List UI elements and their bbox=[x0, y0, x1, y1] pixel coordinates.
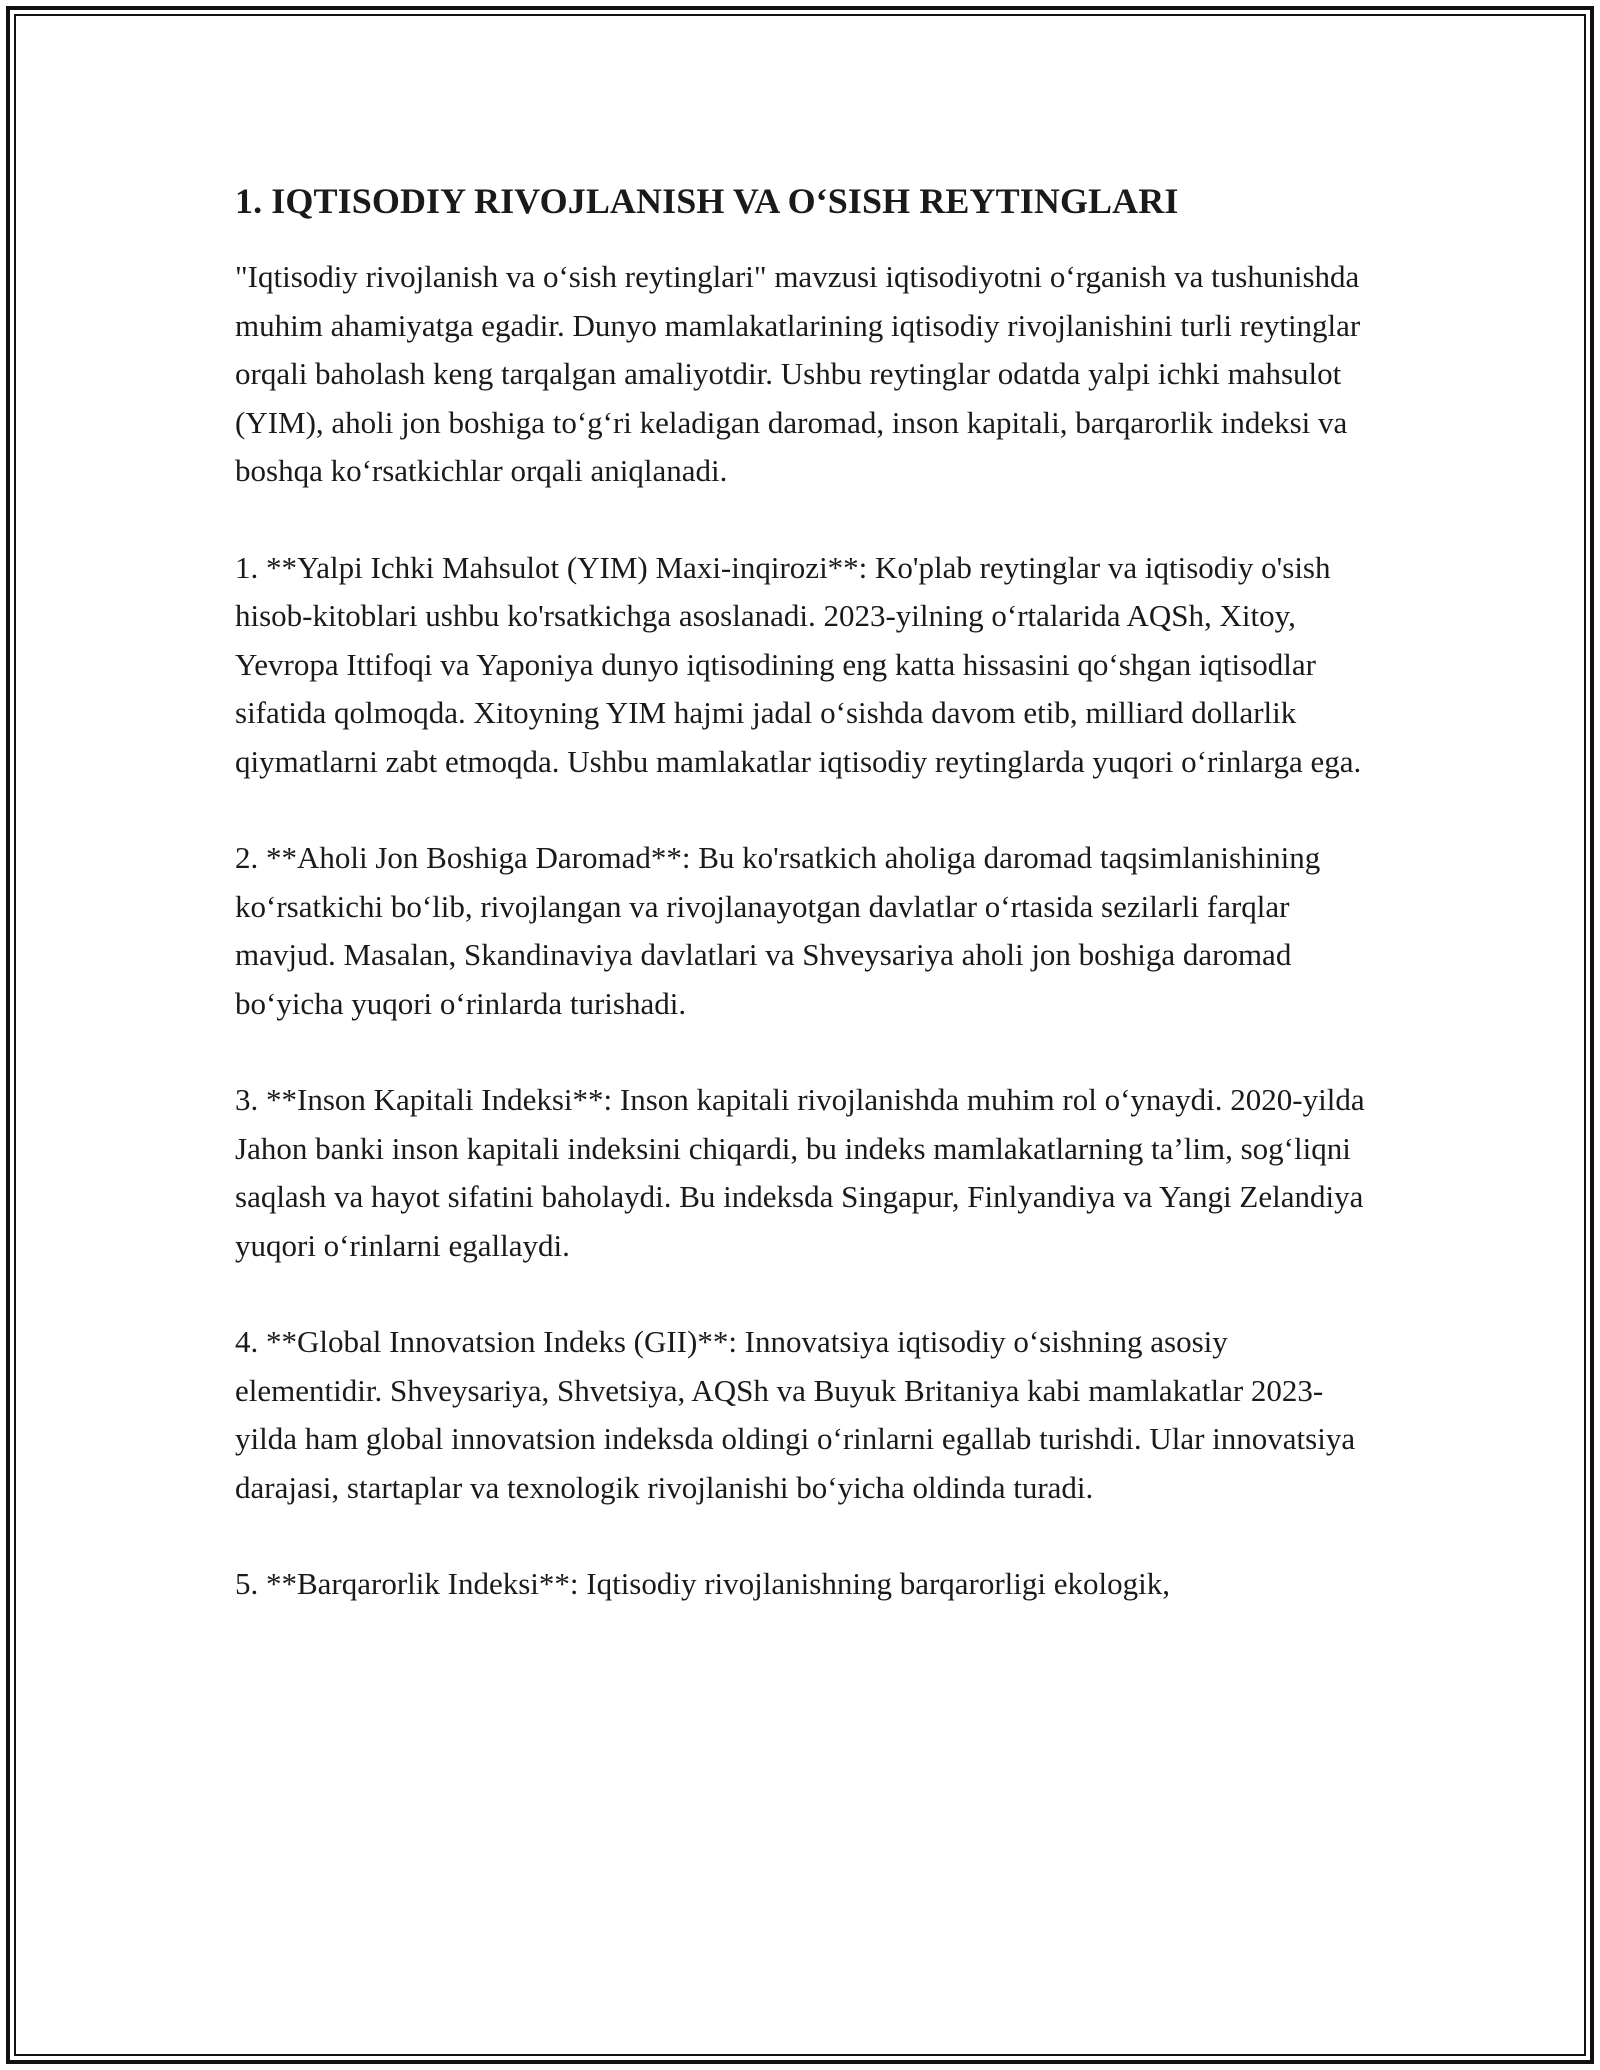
paragraph-aholi-daromad: 2. **Aholi Jon Boshiga Daromad**: Bu ko'rsatkich aholiga daromad taqsimlanishining ko‘rsatkichi bo‘lib, rivojlangan va rivojlanayotgan davlatlar o‘rtasida sezilarli farqlar mavjud. Masalan, Skandinaviya davlatlari va Shveysariya aholi jon boshiga daromad bo‘yicha yuqori o‘rinlarda turishadi. bbox=[235, 840, 1321, 1021]
paragraph-barqarorlik: 5. **Barqarorlik Indeksi**: Iqtisodiy rivojlanishning barqarorligi ekologik, bbox=[235, 1566, 1171, 1602]
intro-paragraph: "Iqtisodiy rivojlanish va o‘sish reytinglari" mavzusi iqtisodiyotni o‘rganish va tushunishda muhim ahamiyatga egadir. Dunyo mamlakatlarining iqtisodiy rivojlanishini turli reytinglar orqali baholash keng tarqalgan amaliyotdir. Ushbu reytinglar odatda yalpi ichki mahsulot (YIM), aholi jon boshiga to‘g‘ri keladigan daromad, inson kapitali, barqarorlik indeksi va boshqa ko‘rsatkichlar orqali aniqlanadi. bbox=[235, 259, 1361, 489]
paragraph-inson-kapitali: 3. **Inson Kapitali Indeksi**: Inson kapitali rivojlanishda muhim rol o‘ynaydi. 2020-yilda Jahon banki inson kapitali indeksini chiqardi, bu indeks mamlakatlarning ta’lim, sog‘liqni saqlash va hayot sifatini baholaydi. Bu indeksda Singapur, Finlyandiya va Yangi Zelandiya yuqori o‘rinlarni egallaydi. bbox=[235, 1082, 1365, 1263]
document-page bbox=[235, 180, 1375, 1657]
paragraph-yim: 1. **Yalpi Ichki Mahsulot (YIM) Maxi-inqirozi**: Ko'plab reytinglar va iqtisodiy o'sish hisob-kitoblari ushbu ko'rsatkichga asoslanadi. 2023-yilning o‘rtalarida AQSh, Xitoy, Yevropa Ittifoqi va Yaponiya dunyo iqtisodining eng katta hissasini qo‘shgan iqtisodlar sifatida qolmoqda. Xitoyning YIM hajmi jadal o‘sishda davom etib, milliard dollarlik qiymatlarni zabt etmoqda. Ushbu mamlakatlar iqtisodiy reytinglarda yuqori o‘rinlarga ega. bbox=[235, 549, 1362, 779]
document-title: 1. IQTISODIY RIVOJLANISH VA O‘SISH REYTINGLARI bbox=[235, 181, 1179, 221]
paragraph-innovatsion-indeks: 4. **Global Innovatsion Indeks (GII)**: Innovatsiya iqtisodiy o‘sishning asosiy elementidir. Shveysariya, Shvetsiya, AQSh va Buyuk Britaniya kabi mamlakatlar 2023-yilda ham global innovatsion indeksda oldingi o‘rinlarni egallab turishdi. Ular innovatsiya darajasi, startaplar va texnologik rivojlanishi bo‘yicha oldinda turadi. bbox=[235, 1324, 1356, 1505]
